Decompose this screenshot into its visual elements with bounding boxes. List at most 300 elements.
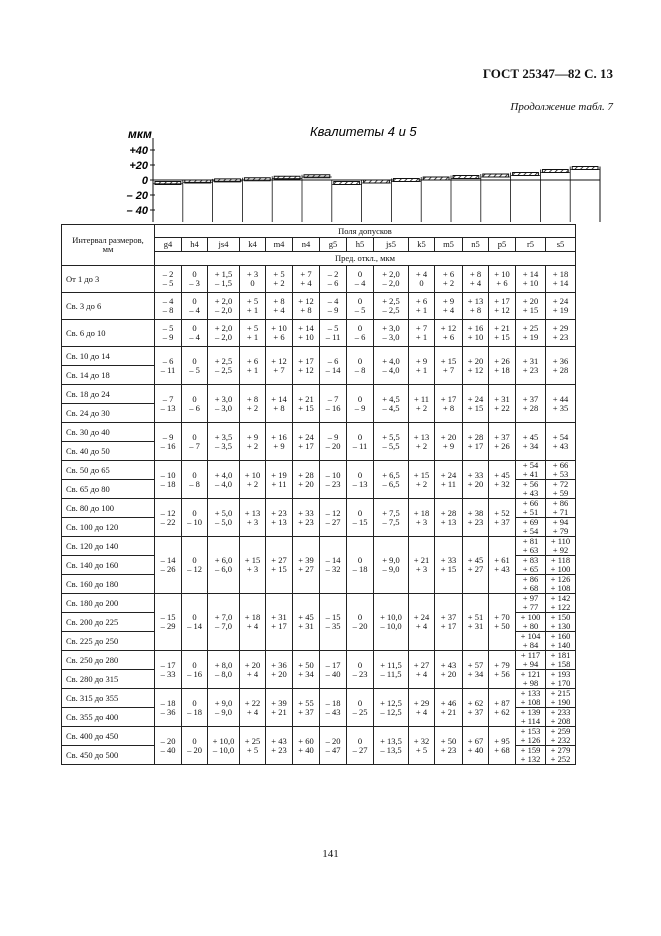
lower-deviation: + 190 [550,697,571,707]
upper-deviation: + 20 [244,659,261,670]
lower-deviation: + 6 [496,278,508,288]
tolerance-bar-h5 [364,180,390,183]
column-header-k5: k5 [409,238,435,252]
deviation-cell-s5 [546,594,576,613]
upper-deviation: + 279 [550,745,571,756]
page-number: 141 [322,848,339,860]
lower-deviation: – 5 [189,364,200,375]
deviation-cell-k4 [240,651,266,689]
deviation-cell-p5 [489,461,516,499]
upper-deviation: + 118 [550,555,571,566]
upper-deviation: – 7 [162,393,174,404]
deviation-cell-n4 [293,320,320,347]
lower-deviation: + 8 [442,402,455,413]
upper-deviation: – 12 [160,507,176,518]
upper-deviation: + 4,5 [382,393,400,404]
upper-deviation: + 29 [413,697,430,708]
upper-deviation: 0 [357,507,363,518]
deviation-cell-r5 [516,499,546,518]
column-header-g4: g4 [155,238,182,252]
upper-deviation: – 17 [160,659,176,670]
interval-cell: Св. 160 до 180 [62,575,155,594]
lower-deviation: + 32 [494,478,510,489]
deviation-cell-k4 [240,423,266,461]
upper-deviation: + 33 [467,469,484,480]
upper-deviation: + 67 [467,735,484,746]
deviation-cell-r5 [516,632,546,651]
deviation-cell-g4 [155,727,182,765]
deviation-cell-k5 [409,499,435,537]
lower-deviation: – 20 [325,440,341,451]
table-row [62,320,576,347]
upper-deviation: + 2,5 [214,355,233,366]
deviation-cell-js5 [374,537,409,594]
lower-deviation: – 8 [189,478,200,489]
upper-deviation: – 20 [325,735,341,746]
lower-deviation: + 59 [552,488,569,498]
upper-deviation: + 7,0 [214,612,233,623]
deviation-cell-n5 [463,537,489,594]
upper-deviation: + 12,5 [380,697,402,708]
upper-deviation: + 110 [550,536,571,547]
lower-deviation: + 2 [442,278,455,288]
interval-cell: Св. 24 до 30 [62,404,155,423]
lower-deviation: + 28 [522,402,539,413]
lower-deviation: + 17 [467,440,484,451]
upper-deviation: + 86 [522,574,539,585]
lower-deviation: + 11 [440,478,457,489]
lower-deviation: + 3 [415,564,428,574]
lower-deviation: – 47 [325,744,341,755]
lower-deviation: + 130 [550,621,571,631]
lower-deviation: – 8 [162,305,174,315]
lower-deviation: + 3 [246,564,259,574]
lower-deviation: 0 [419,278,424,288]
axis-tick-label: – 20 [126,190,148,202]
lower-deviation: + 77 [522,602,539,612]
upper-deviation: 0 [192,393,197,404]
lower-deviation: + 26 [494,440,510,451]
upper-deviation: + 7 [415,323,428,334]
deviation-cell-h4 [182,385,208,423]
deviation-cell-p5 [489,347,516,385]
lower-deviation: – 12 [187,564,202,574]
lower-deviation: + 2 [246,440,259,451]
upper-deviation: + 7 [300,269,312,280]
deviation-cell-k5 [409,385,435,423]
lower-deviation: – 11,5 [380,668,402,679]
lower-deviation: – 13 [160,402,176,413]
upper-deviation: + 3,0 [382,323,400,334]
deviation-cell-h4 [182,423,208,461]
upper-deviation: + 45 [298,612,314,623]
axis-tick-label: +20 [129,160,148,172]
deviation-cell-k4 [240,347,266,385]
axis-tick-label: +40 [129,145,148,157]
upper-deviation: + 215 [550,688,571,699]
lower-deviation: + 53 [552,469,569,479]
lower-deviation: + 4 [442,305,455,315]
deviation-cell-g5 [320,293,347,320]
table-row [62,347,576,366]
lower-deviation: + 5 [415,744,428,755]
deviation-cell-p5 [489,320,516,347]
deviation-cell-js5 [374,385,409,423]
table-row [62,266,576,293]
upper-deviation: + 8 [273,296,285,307]
deviation-cell-s5 [546,347,576,385]
lower-deviation: + 27 [467,564,484,574]
interval-cell: Св. 100 до 120 [62,518,155,537]
upper-deviation: 0 [357,296,363,307]
deviation-cell-k5 [409,347,435,385]
deviation-cell-m5 [435,385,463,423]
deviation-cell-m5 [435,347,463,385]
deviation-cell-m4 [266,727,293,765]
deviation-cell-h5 [347,293,374,320]
lower-deviation: + 54 [522,526,539,536]
deviation-cell-p5 [489,651,516,689]
lower-deviation: + 23 [522,364,539,375]
deviation-cell-r5 [516,727,546,746]
deviation-cell-s5 [546,670,576,689]
deviation-cell-n4 [293,651,320,689]
lower-deviation: + 4 [415,668,428,679]
deviation-cell-js4 [208,266,240,293]
upper-deviation: 0 [192,323,197,334]
upper-deviation: + 31 [522,355,539,366]
deviation-cell-js5 [374,499,409,537]
upper-deviation: + 18 [552,269,569,280]
deviation-cell-k5 [409,727,435,765]
lower-deviation: – 3,0 [382,332,400,342]
deviation-cell-m5 [435,266,463,293]
deviation-cell-n5 [463,461,489,499]
upper-deviation: + 4 [415,269,428,280]
deviation-cell-n4 [293,594,320,651]
lower-deviation: – 6 [327,278,339,288]
upper-deviation: + 95 [494,735,510,746]
deviation-cell-n5 [463,320,489,347]
lower-deviation: + 1 [246,332,259,342]
lower-deviation: + 208 [550,716,571,726]
lower-deviation: – 5 [162,278,174,288]
deviation-cell-g5 [320,651,347,689]
lower-deviation: – 3,0 [215,402,232,413]
upper-deviation: + 39 [298,555,314,566]
interval-cell: Св. 10 до 14 [62,347,155,366]
upper-deviation: 0 [192,612,197,623]
lower-deviation: + 17 [440,621,457,631]
lower-deviation: + 158 [550,659,571,669]
lower-deviation: + 122 [550,602,571,612]
lower-deviation: + 140 [550,640,571,650]
lower-deviation: + 1 [415,364,428,375]
lower-deviation: + 9 [273,440,285,451]
upper-deviation: + 21 [413,555,430,566]
upper-deviation: – 9 [162,431,174,442]
table-row [62,537,576,556]
upper-deviation: + 11,5 [380,659,402,670]
document-code: ГОСТ 25347—82 С. 13 [482,66,613,81]
lower-deviation: – 4 [189,332,200,342]
deviation-cell-n4 [293,423,320,461]
lower-deviation: – 16 [160,440,176,451]
diagram-unit: мкм [128,127,152,141]
upper-deviation: + 9 [246,431,259,442]
lower-deviation: – 5 [354,305,366,315]
deviation-cell-r5 [516,518,546,537]
tolerance-diagram [0,110,661,224]
upper-deviation: + 31 [271,612,287,623]
lower-deviation: – 4,5 [382,402,400,413]
lower-deviation: + 80 [522,621,539,631]
upper-deviation: + 233 [550,707,571,718]
lower-deviation: – 13,5 [380,744,402,755]
column-header-r5: r5 [516,238,546,252]
lower-deviation: – 18 [187,706,202,717]
deviation-cell-m5 [435,727,463,765]
lower-deviation: + 10 [467,332,484,342]
upper-deviation: + 2,5 [382,296,400,307]
upper-deviation: 0 [357,735,363,746]
deviation-cell-h5 [347,461,374,499]
deviation-cell-s5 [546,689,576,708]
upper-deviation: – 17 [325,659,341,670]
upper-deviation: + 20 [467,355,484,366]
column-header-s5: s5 [546,238,576,252]
deviation-cell-js5 [374,320,409,347]
tolerance-table [61,224,576,765]
lower-deviation: – 14 [187,621,202,631]
lower-deviation: + 10 [298,332,314,342]
deviation-cell-n5 [463,293,489,320]
interval-cell: Св. 315 до 355 [62,689,155,708]
upper-deviation: + 181 [550,650,571,661]
deviation-cell-n5 [463,651,489,689]
lower-deviation: + 2 [273,278,285,288]
lower-deviation: – 12,5 [380,706,402,717]
lower-deviation: – 7,0 [215,621,232,631]
lower-deviation: – 15 [352,516,368,527]
upper-deviation: + 160 [550,631,571,642]
lower-deviation: + 15 [494,332,510,342]
upper-deviation: + 43 [271,735,287,746]
deviation-cell-g5 [320,594,347,651]
upper-deviation: + 13,5 [380,735,402,746]
deviation-cell-m4 [266,385,293,423]
upper-deviation: + 11 [413,393,430,404]
deviation-cell-n5 [463,266,489,293]
deviation-cell-g4 [155,320,182,347]
axis-tick-label: 0 [141,175,148,187]
deviation-cell-n4 [293,461,320,499]
deviation-cell-k4 [240,537,266,594]
deviation-cell-s5 [546,537,576,556]
upper-deviation: + 38 [467,507,484,518]
upper-deviation: + 33 [298,507,314,518]
lower-deviation: + 7 [273,364,285,375]
deviation-cell-k5 [409,320,435,347]
upper-deviation: 0 [192,355,197,366]
lower-deviation: + 20 [467,478,484,489]
upper-deviation: + 2,0 [214,323,233,334]
upper-deviation: 0 [357,469,363,480]
lower-deviation: + 7 [442,364,455,375]
lower-deviation: – 20 [352,621,368,631]
lower-deviation: + 43 [494,564,510,574]
lower-deviation: + 17 [271,621,287,631]
diagram-title: Квалитеты 4 и 5 [310,124,417,139]
lower-deviation: – 16 [325,402,341,413]
lower-deviation: – 22 [160,516,176,527]
lower-deviation: + 98 [522,678,539,688]
lower-deviation: – 32 [325,564,341,574]
upper-deviation: + 9 [415,355,428,366]
tolerance-bar-m5 [453,176,479,179]
table-continuation-note: Продолжение табл. 7 [510,101,613,113]
lower-deviation: + 4 [273,305,285,315]
lower-deviation: – 9 [327,305,339,315]
deviation-cell-m4 [266,423,293,461]
deviation-cell-k5 [409,594,435,651]
deviation-cell-js4 [208,537,240,594]
upper-deviation: 0 [357,555,363,566]
lower-deviation: – 2,5 [382,305,400,315]
lower-deviation: – 4 [354,278,366,288]
upper-deviation: + 14 [522,269,539,280]
upper-deviation: + 46 [440,697,457,708]
deviation-cell-h5 [347,727,374,765]
upper-deviation: 0 [357,323,363,334]
deviation-cell-k4 [240,385,266,423]
upper-deviation: + 5,5 [382,431,400,442]
upper-deviation: 0 [192,555,197,566]
upper-deviation: + 8 [469,269,482,280]
upper-deviation: + 15 [244,555,261,566]
deviation-cell-r5 [516,651,546,670]
deviation-cell-g4 [155,651,182,689]
deviation-cell-h4 [182,689,208,727]
upper-deviation: – 7 [327,393,339,404]
deviation-cell-k4 [240,594,266,651]
lower-deviation: + 4 [246,621,259,631]
lower-deviation: + 2 [415,402,428,413]
upper-deviation: + 21 [298,393,314,404]
column-header-g5: g5 [320,238,347,252]
upper-deviation: + 13 [467,296,484,307]
deviation-cell-s5 [546,385,576,423]
lower-deviation: – 4,0 [382,364,400,375]
deviation-cell-g4 [155,537,182,594]
deviation-cell-r5 [516,556,546,575]
lower-deviation: + 9 [442,440,455,451]
upper-deviation: + 52 [494,507,510,518]
deviation-cell-m5 [435,499,463,537]
deviation-cell-h4 [182,293,208,320]
upper-deviation: + 12 [298,296,314,307]
deviation-cell-k4 [240,293,266,320]
deviation-cell-g5 [320,689,347,727]
lower-deviation: + 15 [467,402,484,413]
deviation-cell-s5 [546,746,576,765]
interval-cell: Св. 140 до 160 [62,556,155,575]
tolerance-bar-js5 [393,179,419,182]
deviation-cell-r5 [516,461,546,480]
lower-deviation: – 35 [325,621,341,631]
lower-deviation: + 28 [552,364,569,375]
lower-deviation: + 1 [246,364,259,375]
upper-deviation: + 9,0 [382,555,400,566]
upper-deviation: + 25 [522,323,539,334]
deviation-cell-n4 [293,266,320,293]
fields-header: Поля допусков [155,225,576,238]
column-header-js5: js5 [374,238,409,252]
lower-deviation: – 6 [189,402,200,413]
lower-deviation: + 40 [298,744,314,755]
deviation-cell-r5 [516,293,546,320]
upper-deviation: + 24 [413,612,430,623]
upper-deviation: + 16 [467,323,484,334]
upper-deviation: + 150 [550,612,571,623]
axis-tick-label: – 40 [126,205,148,217]
deviation-cell-m5 [435,461,463,499]
upper-deviation: + 27 [413,659,430,670]
lower-deviation: – 2,5 [215,364,232,375]
deviation-cell-p5 [489,537,516,594]
deviation-cell-js4 [208,293,240,320]
upper-deviation: + 61 [494,555,510,566]
lower-deviation: + 108 [550,583,571,593]
lower-deviation: + 18 [494,364,510,375]
deviation-cell-p5 [489,594,516,651]
deviation-cell-n5 [463,689,489,727]
upper-deviation: + 16 [271,431,287,442]
column-header-js4: js4 [208,238,240,252]
deviation-cell-js5 [374,727,409,765]
deviation-cell-m5 [435,423,463,461]
upper-deviation: + 4,0 [382,355,400,366]
upper-deviation: + 23 [271,507,287,518]
lower-deviation: + 37 [298,706,314,717]
deviation-cell-h4 [182,347,208,385]
deviation-cell-h4 [182,320,208,347]
upper-deviation: 0 [357,659,363,670]
upper-deviation: – 4 [162,296,174,307]
lower-deviation: + 3 [415,516,428,527]
upper-deviation: – 18 [160,697,176,708]
table-row [62,461,576,480]
lower-deviation: + 23 [271,744,287,755]
interval-cell: Св. 18 до 24 [62,385,155,404]
deviation-cell-n5 [463,499,489,537]
deviation-cell-k5 [409,293,435,320]
upper-deviation: + 21 [494,323,510,334]
interval-cell: Св. 180 до 200 [62,594,155,613]
lower-deviation: + 27 [298,564,314,574]
deviation-cell-js4 [208,385,240,423]
lower-deviation: + 4 [469,278,482,288]
deviation-cell-s5 [546,518,576,537]
deviation-cell-p5 [489,293,516,320]
lower-deviation: – 20 [187,744,202,755]
upper-deviation: – 12 [325,507,341,518]
deviation-cell-p5 [489,689,516,727]
deviation-cell-n5 [463,727,489,765]
lower-deviation: + 4 [415,706,428,717]
table-row [62,499,576,518]
deviation-cell-h4 [182,266,208,293]
